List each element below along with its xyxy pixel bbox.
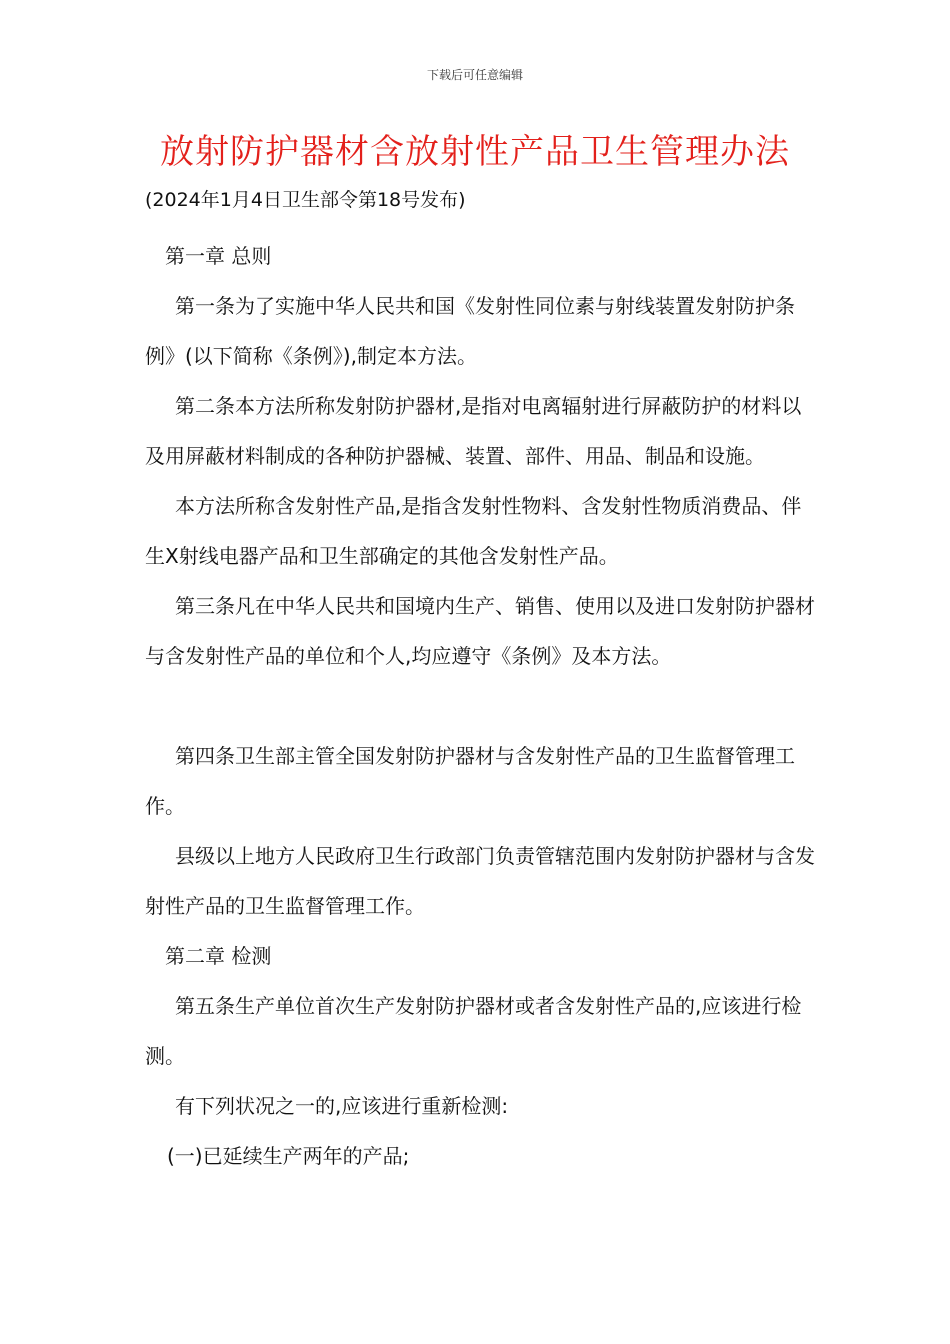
list-item: (一)已延续生产两年的产品; (167, 1144, 410, 1168)
paragraph: 本方法所称含发射性产品,是指含发射性物料、含发射性物质消费品、伴生X射线电器产品和卫生部确定的其他含发射性产品。 (145, 494, 802, 568)
chapter-heading: 第一章 总则 (165, 244, 272, 268)
paragraph: 第三条凡在中华人民共和国境内生产、销售、使用以及进口发射防护器材与含发射性产品的单位和个人,均应遵守《条例》及本方法。 (145, 594, 815, 668)
paragraph: 第一条为了实施中华人民共和国《发射性同位素与射线装置发射防护条例》(以下简称《条例》),制定本方法。 (145, 294, 795, 368)
paragraph: 第五条生产单位首次生产发射防护器材或者含发射性产品的,应该进行检测。 (145, 994, 802, 1068)
paragraph: 第二条本方法所称发射防护器材,是指对电离辐射进行屏蔽防护的材料以及用屏蔽材料制成的各种防护器械、装置、部件、用品、制品和设施。 (145, 394, 802, 468)
document-body (145, 231, 815, 1181)
document-title: 放射防护器材含放射性产品卫生管理办法 (160, 132, 790, 172)
document-subtitle: (2024年1月4日卫生部令第18号发布) (145, 189, 466, 211)
chapter-heading: 第二章 检测 (165, 944, 272, 968)
header-note: 下载后可任意编辑 (426, 68, 523, 82)
paragraph: 县级以上地方人民政府卫生行政部门负责管辖范围内发射防护器材与含发射性产品的卫生监督管理工作。 (145, 844, 815, 918)
paragraph: 第四条卫生部主管全国发射防护器材与含发射性产品的卫生监督管理工作。 (145, 744, 795, 818)
paragraph: 有下列状况之一的,应该进行重新检测: (175, 1094, 509, 1118)
